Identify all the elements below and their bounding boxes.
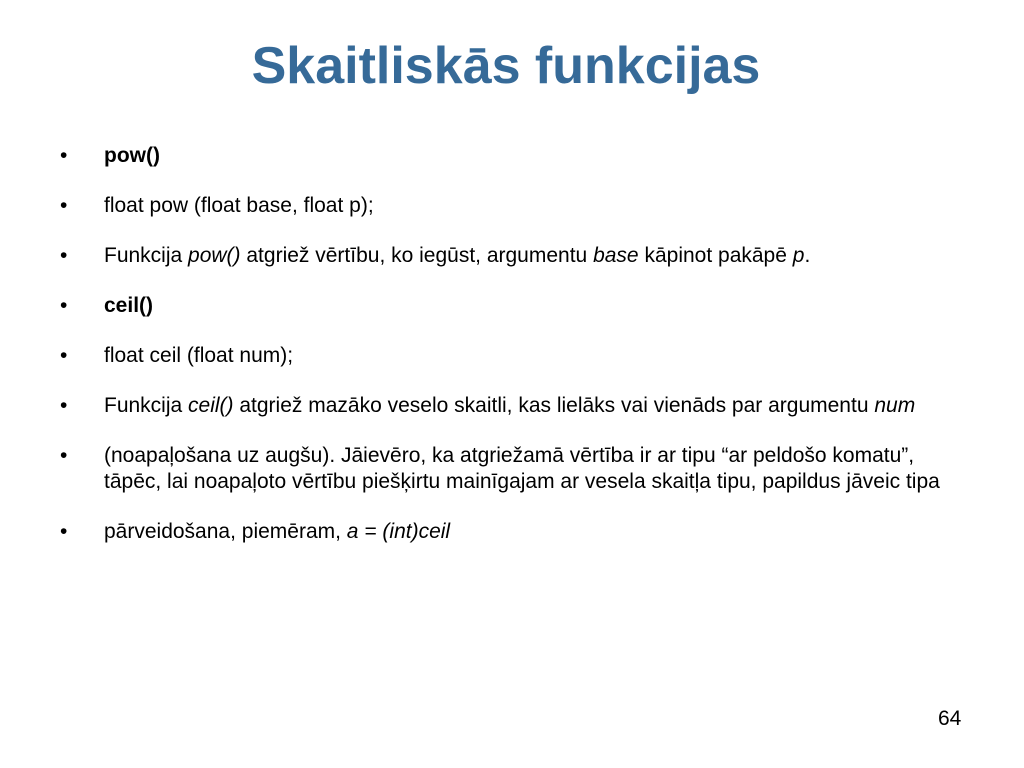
bullet-dot-icon: •	[60, 144, 68, 167]
bullet-text-segment: base	[593, 244, 639, 267]
bullet-dot-icon: •	[60, 444, 68, 467]
bullet-text	[104, 194, 374, 217]
bullet-item	[60, 393, 960, 419]
slide-title: Skaitliskās funkcijas	[251, 37, 761, 95]
bullet-text	[104, 394, 915, 417]
bullet-item	[60, 143, 960, 169]
bullet-text-segment: kāpinot pakāpē	[638, 244, 793, 267]
bullet-text-segment: pow()	[188, 244, 241, 267]
bullet-text-segment: ceil()	[104, 294, 154, 317]
bullet-item	[60, 519, 960, 545]
bullet-text-segment: num	[874, 394, 916, 417]
bullet-text-segment: p	[792, 244, 805, 267]
bullet-text	[104, 244, 810, 267]
bullet-text-segment: atgriež mazāko veselo skaitli, kas lielāks vai vienāds par argumentu	[233, 394, 875, 417]
bullet-text-segment: float pow (float base, float p);	[104, 194, 374, 217]
bullet-item	[60, 443, 960, 495]
bullet-item	[60, 293, 960, 319]
bullet-item	[60, 243, 960, 269]
bullet-item	[60, 343, 960, 369]
bullet-text-segment: float ceil (float num);	[104, 344, 294, 367]
bullet-item	[60, 193, 960, 219]
bullet-dot-icon: •	[60, 194, 68, 217]
bullet-text-segment: ceil()	[188, 394, 234, 417]
bullet-text-segment: a = (int)ceil	[346, 520, 451, 543]
bullet-dot-icon: •	[60, 520, 68, 543]
bullet-text	[104, 520, 450, 543]
bullet-text-segment: atgriež vērtību, ko iegūst, argumentu	[240, 244, 594, 267]
bullet-text-segment: (noapaļošana uz augšu). Jāievēro, ka atgriežamā vērtība ir ar tipu “ar peldošo komatu”, tāpēc, lai noapaļoto vērtību piešķirtu mainīgajam ar vesela skaitļa tipu, papildus jāveic tipa	[104, 444, 940, 493]
bullet-text	[104, 344, 293, 367]
bullet-text	[104, 294, 153, 317]
bullet-dot-icon: •	[60, 244, 68, 267]
bullet-text-segment: .	[804, 244, 811, 267]
bullet-text-segment: pow()	[104, 144, 160, 167]
bullet-dot-icon: •	[60, 344, 68, 367]
bullet-list	[60, 143, 960, 569]
bullet-text	[104, 444, 940, 493]
bullet-text	[104, 144, 160, 167]
bullet-dot-icon: •	[60, 394, 68, 417]
bullet-text-segment: Funkcija	[104, 394, 189, 417]
bullet-text-segment: pārveidošana, piemēram,	[104, 520, 347, 543]
bullet-dot-icon: •	[60, 294, 68, 317]
page-number: 64	[938, 707, 962, 730]
bullet-text-segment: Funkcija	[104, 244, 189, 267]
